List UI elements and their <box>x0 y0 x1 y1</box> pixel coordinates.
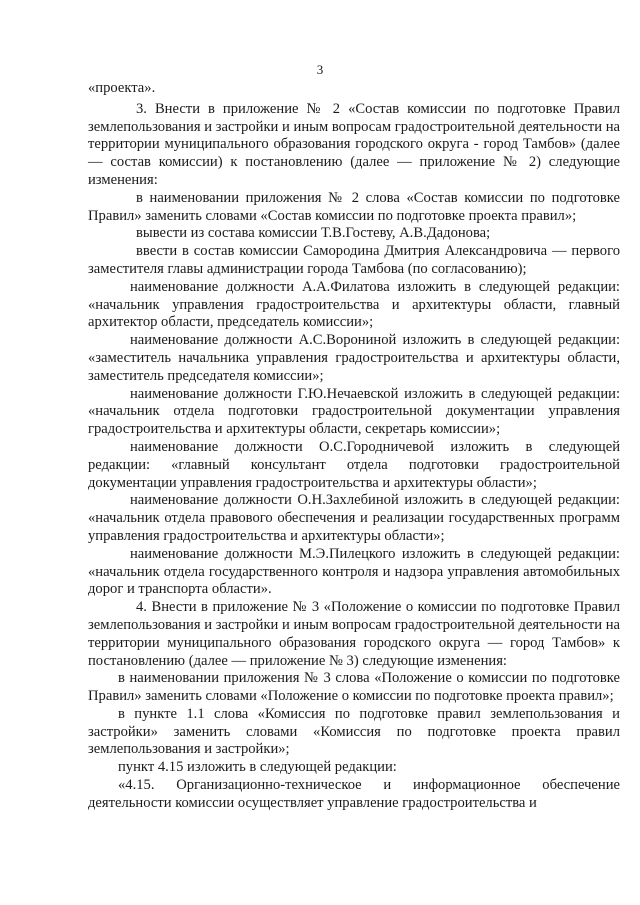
paragraph: вывести из состава комиссии Т.В.Гостеву, А.В.Дадонова; <box>136 225 491 242</box>
paragraph: в пункте 1.1 слова «Комиссия по подготовке правил землепользования и застройки» заменить словами «Комиссия по подготовке проекта правил землепользования и застройки»; <box>88 705 620 758</box>
paragraph: ввести в состав комиссии Самородина Дмитрия Александровича — первого заместителя главы администрации города Тамбова (по согласованию); <box>88 243 620 277</box>
page-number: 3 <box>316 62 324 77</box>
paragraph: 4. Внести в приложение № 3 «Положение о комиссии по подготовке Правил землепользования и застройки и иным вопросам градостроительной деятельности на территории муниципального образования городского округа — город Тамбов» к постановлению (далее — приложение № 3) следующие изменения: <box>88 599 620 669</box>
paragraph: в наименовании приложения № 3 слова «Положение о комиссии по подготовке Правил» заменить словами «Положение о комиссии по подготовке проекта правил»; <box>88 670 620 705</box>
paragraph: наименование должности Г.Ю.Нечаевской изложить в следующей редакции: «начальник отдела подготовки градостроительной документации управления градостроительства и архитектуры области, секретарь комиссии»; <box>88 385 620 438</box>
paragraph: наименование должности О.С.Городничевой изложить в следующей редакции: «главный консультант отдела подготовки градостроительной документации управления градостроительства и архитектуры области»; <box>88 438 620 491</box>
paragraph: наименование должности А.С.Ворониной изложить в следующей редакции: «заместитель начальника управления градостроительства и архитектуры области, заместитель председателя комиссии»; <box>88 332 620 384</box>
document-body <box>88 80 620 813</box>
paragraph: наименование должности О.Н.Захлебиной изложить в следующей редакции: «начальник отдела правового обеспечения и реализации государственных программ управления градостроительства и архитектуры области»; <box>88 492 620 544</box>
paragraph: 3. Внести в приложение № 2 «Состав комиссии по подготовке Правил землепользования и застройки и иным вопросам градостроительной деятельности на территории муниципального образования городского округа - город Тамбов» (далее — состав комиссии) к постановлению (далее — приложение № 2) следующие изменения: <box>88 100 620 188</box>
paragraph: «4.15. Организационно-техническое и информационное обеспечение деятельности комиссии осуществляет управление градостроительства и <box>88 777 620 811</box>
paragraph: в наименовании приложения № 2 слова «Состав комиссии по подготовке Правил» заменить словами «Состав комиссии по подготовке проекта правил»; <box>88 189 620 224</box>
paragraph: наименование должности А.А.Филатова изложить в следующей редакции: «начальник управления градостроительства и архитектуры области, главный архитектор области, председатель комиссии»; <box>88 278 620 331</box>
paragraph: пункт 4.15 изложить в следующей редакции: <box>118 759 397 776</box>
paragraph: наименование должности М.Э.Пилецкого изложить в следующей редакции: «начальник отдела государственного контроля и надзора управления автомобильных дорог и транспорта области». <box>88 545 620 598</box>
paragraph: «проекта». <box>88 80 156 96</box>
